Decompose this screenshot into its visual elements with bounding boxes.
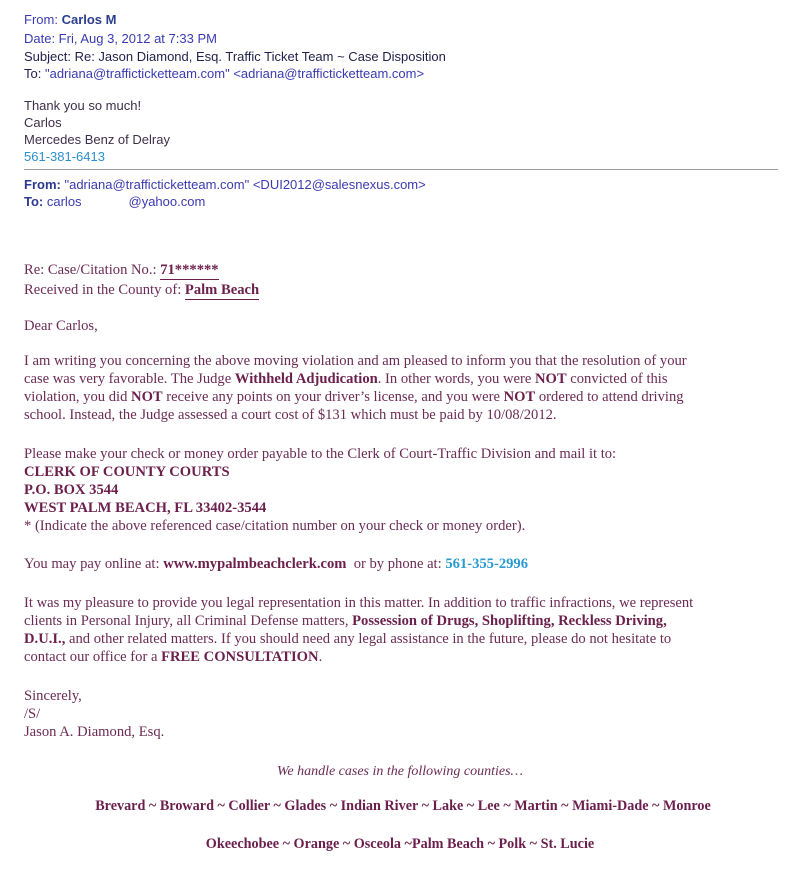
p1-line-1 [24, 353, 687, 370]
counties-heading: We handle cases in the following counties… [276, 764, 523, 779]
reply-sender-name: Carlos [24, 115, 62, 130]
signature-mark: /S/ [24, 706, 41, 722]
p1-line-2 [24, 371, 668, 388]
reply-sender-company: Mercedes Benz of Delray [24, 132, 170, 147]
reply-to-address[interactable]: "adriana@trafficticketteam.com" <adriana@trafficticketteam.com> [44, 66, 425, 81]
p3-text: clients in Personal Injury, all Criminal Defense matters, [24, 613, 353, 629]
reply-to-label: To: [24, 66, 42, 81]
pay-online-label: You may pay online at: [24, 556, 164, 572]
reply-date: Date: Fri, Aug 3, 2012 at 7:33 PM [24, 31, 217, 46]
closing: Sincerely, [24, 688, 82, 704]
p1-text: violation, you did [24, 389, 132, 405]
address-line-3 [24, 500, 266, 517]
p1-text: ordered to attend driving [535, 389, 684, 405]
forward-from-address[interactable]: "adriana@trafficticketteam.com" <DUI2012@salesnexus.com> [64, 177, 426, 192]
p3-line-1 [24, 595, 693, 612]
reply-phone-link[interactable]: 561-381-6413 [24, 149, 105, 164]
payment-line [24, 556, 528, 573]
payable-instructions: Please make your check or money order payable to the Clerk of Court-Traffic Division and mail it to: [24, 446, 617, 462]
address-line-1 [24, 464, 230, 481]
address-text: WEST PALM BEACH, FL 33402-3544 [24, 500, 267, 516]
greeting: Dear Carlos, [24, 318, 98, 334]
p1-bold: Withheld Adjudication [234, 371, 378, 387]
address-text: P.O. BOX 3544 [24, 482, 119, 498]
forward-to-line [24, 194, 205, 209]
p3-text: and other related matters. If you should need any legal assistance in the future, please do not hesitate to [65, 631, 672, 647]
reply-from-name[interactable]: Carlos M [61, 12, 117, 27]
forward-to-label: To: [24, 194, 44, 209]
county-label: Received in the County of: [24, 282, 185, 298]
counties-line-1: Brevard ~ Broward ~ Collier ~ Glades ~ Indian River ~ Lake ~ Lee ~ Martin ~ Miami-Dade ~ Monroe [95, 798, 711, 814]
p1-text: school. Instead, the Judge assessed a court cost of $131 which must be paid by 10/08/2012. [24, 407, 557, 423]
p1-bold: NOT [131, 389, 163, 405]
p1-text: convicted of this [566, 371, 668, 387]
p3-text: . [318, 649, 323, 665]
county-line [24, 282, 259, 299]
p3-line-3 [24, 631, 671, 648]
reply-subject: Subject: Re: Jason Diamond, Esq. Traffic Ticket Team ~ Case Disposition [24, 49, 446, 64]
forward-from-label: From: [24, 177, 61, 192]
signer-name: Jason A. Diamond, Esq. [24, 724, 165, 740]
p1-bold: NOT [503, 389, 536, 405]
clerk-phone-link[interactable]: 561-355-2996 [445, 556, 529, 572]
forward-from-line [24, 177, 426, 192]
p1-text: case was very favorable. The Judge [24, 371, 235, 387]
divider [24, 169, 778, 170]
p3-text: It was my pleasure to provide you legal representation in this matter. In addition to traffic infractions, we represent [24, 595, 694, 611]
address-line-2 [24, 482, 118, 499]
address-text: CLERK OF COUNTY COURTS [24, 464, 230, 480]
p1-text: I am writing you concerning the above moving violation and am pleased to inform you that the resolution of your [24, 353, 687, 369]
reply-from-label: From: [24, 12, 58, 27]
address-note: * (Indicate the above referenced case/citation number on your check or money order). [24, 518, 526, 534]
county-value: Palm Beach [184, 282, 260, 298]
case-line [24, 262, 219, 279]
p1-bold: NOT [534, 371, 567, 387]
p3-bold: D.U.I., [24, 631, 66, 647]
p3-line-4 [24, 649, 322, 666]
pay-phone-label: or by phone at: [346, 556, 446, 572]
p1-text: . In other words, you were [377, 371, 535, 387]
forward-to-address[interactable]: carlos @yahoo.com [46, 194, 206, 209]
p3-text: contact our office for a [24, 649, 162, 665]
p1-line-3 [24, 389, 684, 406]
reply-to-line [24, 66, 424, 81]
reply-from-line [24, 12, 116, 27]
p3-bold: FREE CONSULTATION [161, 649, 319, 665]
p1-text: receive any points on your driver’s license, and you were [162, 389, 504, 405]
reply-thanks: Thank you so much! [24, 98, 142, 113]
case-number: 71****** [160, 262, 219, 278]
p3-line-2 [24, 613, 667, 630]
p3-bold: Possession of Drugs, Shoplifting, Reckless Driving, [352, 613, 667, 629]
counties-line-2: Okeechobee ~ Orange ~ Osceola ~Palm Beach ~ Polk ~ St. Lucie [205, 836, 595, 852]
clerk-website-link[interactable]: www.mypalmbeachclerk.com [163, 556, 347, 572]
case-label: Re: Case/Citation No.: [24, 262, 161, 278]
p1-line-4 [24, 407, 557, 424]
